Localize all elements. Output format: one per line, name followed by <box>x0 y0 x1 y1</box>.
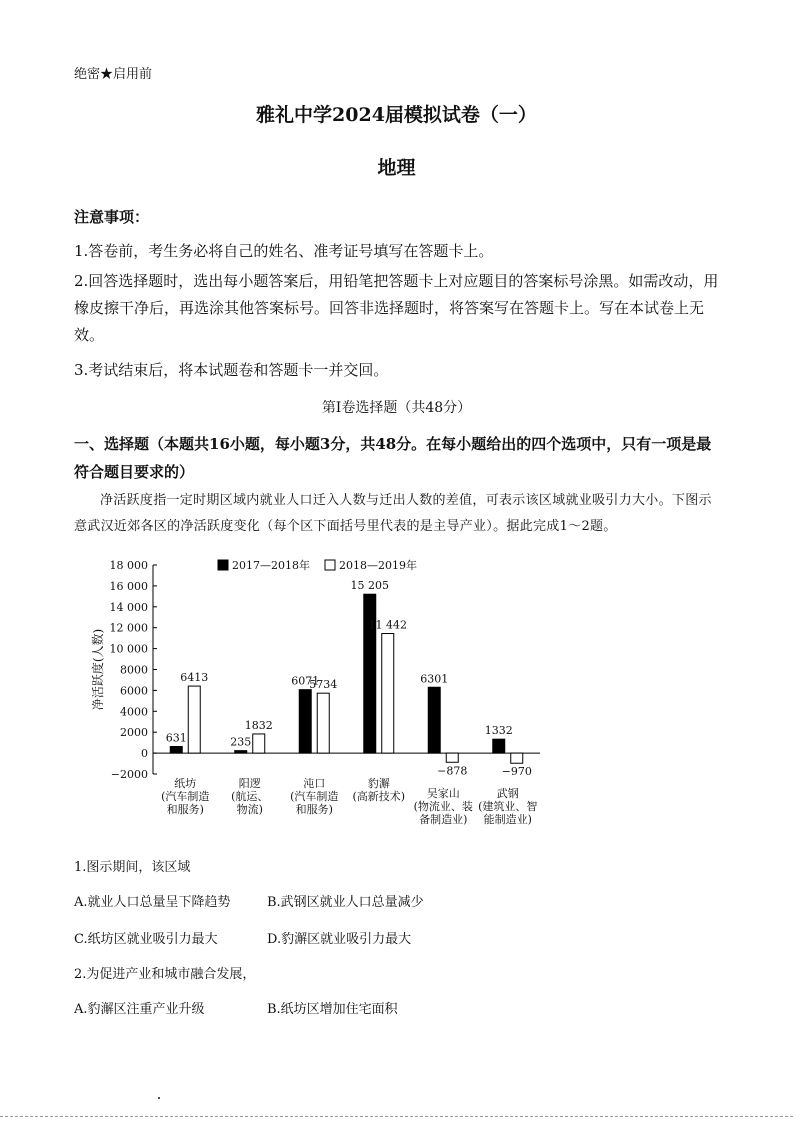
bar-value-label: 6413 <box>180 671 209 685</box>
bar-value-label: −970 <box>501 765 532 779</box>
question-stem-passage: 净活跃度指一定时期区域内就业人口迁入人数与迁出人数的差值，可表示该区域就业吸引力大小。下图示意武汉近郊各区的净活跃度变化（每个区下面括号里代表的是主导产业）。据此完成1～2题。 <box>74 493 712 534</box>
bar-2017-2018-0 <box>170 747 182 754</box>
bar-value-label: 6301 <box>420 672 449 686</box>
question-2-stem: 2.为促进产业和城市融合发展， <box>74 967 256 982</box>
note-item-3: 3.考试结束后，将本试题卷和答题卡一并交回。 <box>74 361 389 379</box>
page-dot <box>158 1097 160 1099</box>
bar-value-label: 1332 <box>484 724 513 738</box>
x-category-industry: 和服务) <box>295 803 333 816</box>
bar-value-label: 15 205 <box>350 579 389 593</box>
page-bottom-rule <box>0 1116 793 1117</box>
x-category-industry: (高新技术) <box>352 790 406 803</box>
x-category-label: 吴家山 <box>426 787 460 800</box>
y-tick-label: 0 <box>141 747 148 761</box>
x-category-label: 沌口 <box>303 777 326 790</box>
exam-title: 雅礼中学2024届模拟试卷（一） <box>256 104 537 126</box>
bar-2018-2019-5 <box>511 753 523 763</box>
x-category-industry: 备制造业) <box>419 813 468 826</box>
x-category-industry: 物流) <box>236 803 263 816</box>
legend-swatch-2017-2018 <box>218 560 228 570</box>
note-item-1: 1.答卷前，考生务必将自己的姓名、准考证号填写在答题卡上。 <box>74 242 494 260</box>
question-1-option-a[interactable]: A.就业人口总量呈下降趋势 <box>74 895 231 910</box>
bar-value-label: 631 <box>165 731 187 745</box>
x-category-industry: 能制造业) <box>483 813 532 826</box>
confidential-mark: 绝密★启用前 <box>74 67 153 82</box>
section-title: 一、选择题（本题共16小题，每小题3分，共48分。在每小题给出的四个选项中，只有一项是最符合题目要求的） <box>74 435 712 481</box>
bar-2017-2018-5 <box>493 739 505 753</box>
bar-2018-2019-0 <box>188 686 200 753</box>
bar-2018-2019-4 <box>446 753 458 762</box>
bar-2017-2018-2 <box>299 690 311 753</box>
y-tick-label: 8000 <box>120 663 148 677</box>
y-axis-title: 净活跃度(人数) <box>91 628 105 711</box>
bar-value-label: −878 <box>437 764 468 778</box>
question-1-stem: 1.图示期间，该区域 <box>74 860 191 875</box>
x-category-industry: (汽车制造 <box>161 790 210 803</box>
bar-2018-2019-1 <box>253 734 265 753</box>
y-tick-label: 18 000 <box>109 559 148 572</box>
x-category-label: 纸坊 <box>174 777 197 790</box>
bar-value-label: 11 442 <box>368 618 407 632</box>
x-category-industry: (建筑业、智 <box>478 800 538 813</box>
x-category-industry: (汽车制造 <box>290 790 339 803</box>
bar-value-label: 5734 <box>309 678 338 692</box>
question-1-option-c[interactable]: C.纸坊区就业吸引力最大 <box>74 932 218 947</box>
y-tick-label: 12 000 <box>109 621 148 635</box>
bar-value-label: 235 <box>230 735 252 749</box>
y-tick-label: 2000 <box>120 726 148 740</box>
question-1-option-d[interactable]: D.豹澥区就业吸引力最大 <box>267 932 412 947</box>
question-2-option-b[interactable]: B.纸坊区增加住宅面积 <box>267 1002 398 1017</box>
legend-label-2018-2019: 2018—2019年 <box>339 559 417 572</box>
x-category-industry: (物流业、装 <box>413 800 473 813</box>
subject-title: 地理 <box>377 157 416 179</box>
x-category-label: 豹澥 <box>367 777 390 790</box>
x-category-industry: (航运、 <box>231 790 269 803</box>
note-item-2: 2.回答选择题时，选出每小题答案后，用铅笔把答题卡上对应题目的答案标号涂黑。如需改动，用橡皮擦干净后，再选涂其他答案标号。回答非选择题时，将答案写在答题卡上。写在本试卷上无效。 <box>74 272 719 344</box>
question-2-option-a[interactable]: A.豹澥区注重产业升级 <box>74 1002 205 1017</box>
legend-label-2017-2018: 2017—2018年 <box>232 559 310 572</box>
y-tick-label: 16 000 <box>109 579 148 593</box>
y-tick-label: 4000 <box>120 705 148 719</box>
legend-swatch-2018-2019 <box>325 560 335 570</box>
x-category-label: 阳逻 <box>238 777 261 790</box>
notes-heading: 注意事项： <box>74 208 150 226</box>
x-category-label: 武钢 <box>496 787 519 800</box>
question-1-option-b[interactable]: B.武钢区就业人口总量减少 <box>267 895 424 910</box>
bar-2018-2019-2 <box>317 693 329 753</box>
y-tick-label: −2000 <box>110 768 148 781</box>
y-tick-label: 10 000 <box>109 642 148 656</box>
y-tick-label: 6000 <box>120 684 148 698</box>
bar-2018-2019-3 <box>382 634 394 754</box>
net-activity-chart <box>70 550 570 840</box>
y-tick-label: 14 000 <box>109 600 148 614</box>
bar-value-label: 1832 <box>244 718 273 732</box>
bar-value-label: 6071 <box>291 674 320 688</box>
part-title: 第Ⅰ卷选择题（共48分） <box>321 400 472 416</box>
x-category-industry: 和服务) <box>166 803 204 816</box>
bar-2017-2018-1 <box>235 751 247 753</box>
bar-2017-2018-4 <box>428 687 440 753</box>
